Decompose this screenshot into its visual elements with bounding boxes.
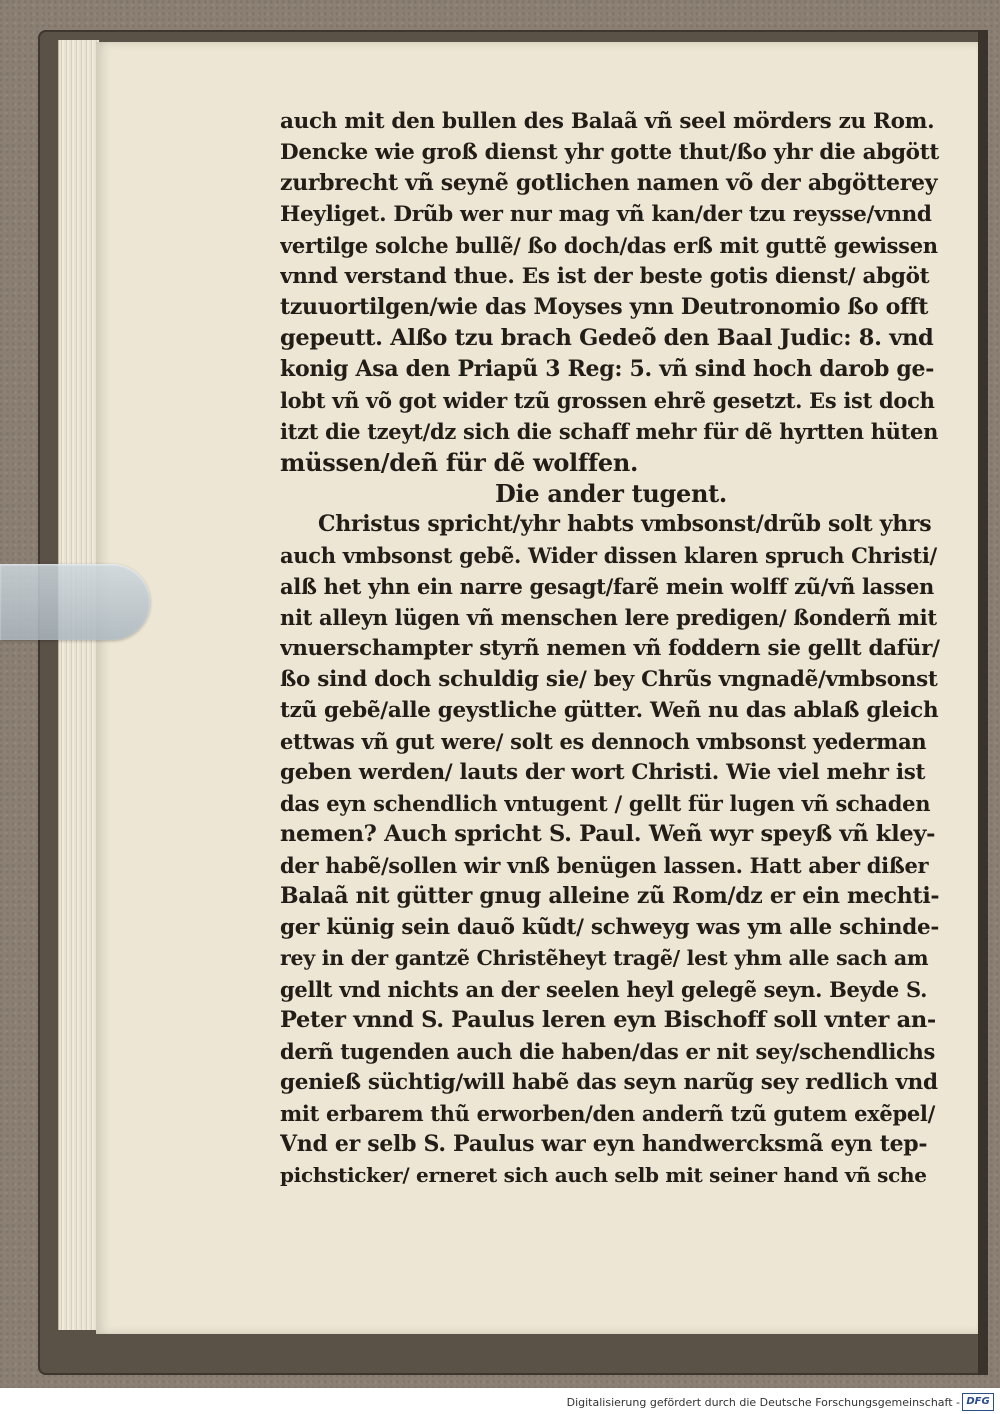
text-line: konig Asa den Priapũ 3 Reg: 5. vñ sind hoch darob ge- — [280, 356, 935, 382]
text-line: vnnd verstand thue. Es ist der beste gotis dienst/ abgöt — [280, 264, 930, 289]
text-line: vertilge solche bullẽ/ ßo doch/das erß mit guttẽ gewissen — [280, 233, 938, 258]
text-line: der habẽ/sollen wir vnß benügen lassen. Hatt aber dißer — [280, 853, 929, 878]
text-line: Balaã nit gütter gnug alleine zũ Rom/dz er ein mechti- — [280, 883, 940, 909]
text-line: Christus spricht/yhr habts vmbsonst/drũb solt yhrs — [318, 511, 932, 537]
text-line: auch mit den bullen des Balaã vñ seel mörders zu Rom. — [280, 109, 935, 134]
text-line: vnuerschampter styrñ nemen vñ foddern sie gellt dafür/ — [280, 636, 940, 661]
text-line: itzt die tzeyt/dz sich die schaff mehr für dẽ hyrtten hüten — [280, 419, 939, 444]
section-heading: Die ander tugent. — [495, 479, 727, 508]
text-line: müssen/deñ für dẽ wolffen. — [280, 448, 639, 477]
footer-credit: Digitalisierung gefördert durch die Deutsche Forschungsgemeinschaft - — [566, 1396, 960, 1409]
text-line: zurbrecht vñ seynẽ gotlichen namen võ der abgötterey — [280, 170, 938, 196]
text-line: ettwas vñ gut were/ solt es dennoch vmbsonst yederman — [280, 729, 927, 754]
text-line: pichsticker/ erneret sich auch selb mit seiner hand vñ sche — [280, 1163, 927, 1187]
text-line: gepeutt. Alßo tzu brach Gedeõ den Baal Judic: 8. vnd — [280, 325, 934, 351]
text-line: Heyliget. Drũb wer nur mag vñ kan/der tzu reysse/vnnd — [280, 202, 932, 227]
text-line: alß het yhn ein narre gesagt/farẽ mein wolff zũ/vñ lassen — [280, 574, 935, 599]
text-line: lobt vñ võ got wider tzũ grossen ehrẽ gesetzt. Es ist doch — [280, 388, 935, 413]
text-line: Dencke wie groß dienst yhr gotte thut/ßo yhr die abgött — [280, 140, 939, 165]
book-spine-edge — [978, 30, 988, 1375]
text-line: geben werden/ lauts der wort Christi. Wie viel mehr ist — [280, 760, 926, 785]
text-line: nemen? Auch spricht S. Paul. Weñ wyr speyß vñ kley- — [280, 821, 936, 847]
text-line: ßo sind doch schuldig sie/ bey Chrũs vngnadẽ/vmbsonst — [280, 667, 938, 692]
page-edges — [58, 40, 99, 1330]
text-line: Vnd er selb S. Paulus war eyn handwercksmã eyn tep- — [280, 1131, 928, 1157]
text-line: ger künig sein dauõ kũdt/ schweyg was ym alle schinde- — [280, 915, 939, 940]
text-line: nit alleyn lügen vñ menschen lere predigen/ ßonderñ mit — [280, 605, 937, 630]
page-text-block — [280, 106, 940, 1191]
text-line: tzũ gebẽ/alle geystliche gütter. Weñ nu das ablaß gleich — [280, 698, 939, 723]
text-line: Peter vnnd S. Paulus leren eyn Bischoff soll vnter an- — [280, 1007, 936, 1033]
text-line: gellt vnd nichts an der seelen heyl gelegẽ seyn. Beyde S. — [280, 977, 928, 1002]
text-line: mit erbarem thũ erworben/den anderñ tzũ gutem exẽpel/ — [280, 1101, 935, 1126]
text-line: rey in der gantzẽ Christẽheyt tragẽ/ lest yhm alle sach am — [280, 946, 929, 970]
text-line: genieß süchtig/will habẽ das seyn narũg sey redlich vnd — [280, 1070, 938, 1095]
text-line: auch vmbsonst gebẽ. Wider dissen klaren spruch Christi/ — [280, 543, 937, 568]
dfg-logo-icon: DFG — [962, 1393, 994, 1411]
bookmark-ribbon — [0, 564, 150, 640]
text-line: derñ tugenden auch die haben/das er nit sey/schendlichs — [280, 1039, 936, 1064]
text-line: tzuuortilgen/wie das Moyses ynn Deutronomio ßo offt — [280, 294, 929, 320]
text-line: das eyn schendlich vntugent / gellt für lugen vñ schaden — [280, 791, 931, 816]
